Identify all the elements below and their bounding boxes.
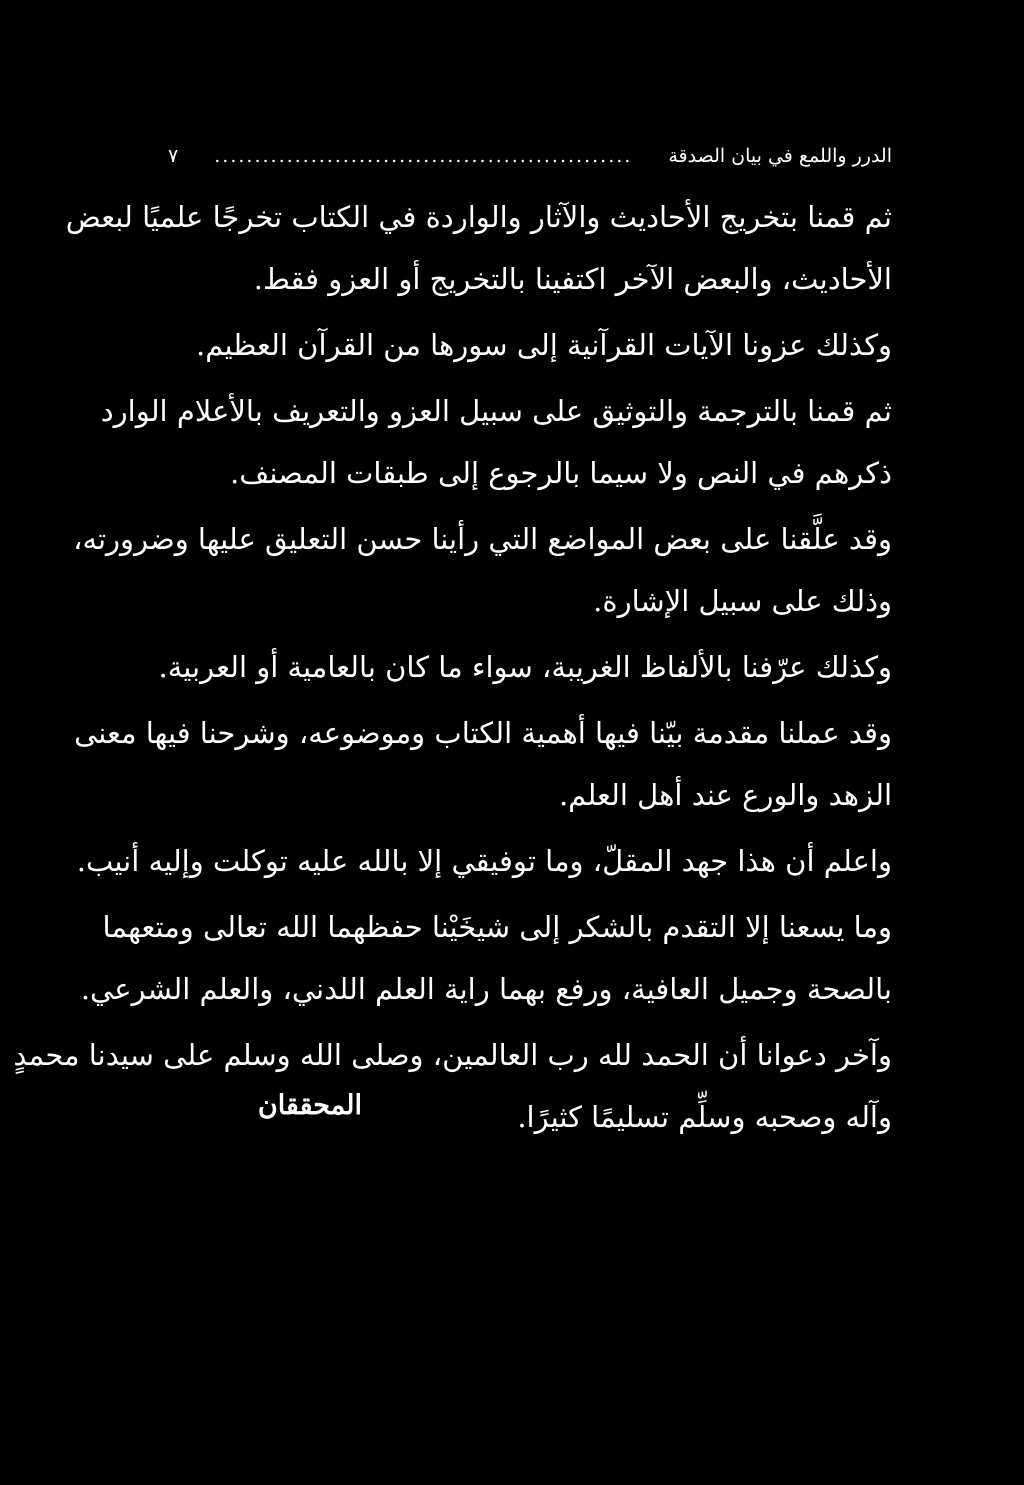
paragraph-line: وكذلك عرّفنا بالألفاظ الغريبة، سواء ما كان بالعامية أو العربية. — [158, 650, 892, 684]
paragraph-3 — [100, 380, 892, 504]
paragraph-7 — [76, 830, 892, 892]
paragraph-line: وذلك على سبيل الإشارة. — [593, 584, 892, 618]
page-number: ٧ — [168, 145, 179, 167]
header-dot-leader: .................................................... — [214, 145, 633, 167]
paragraph-line: ثم قمنا بتخريج الأحاديث والآثار والواردة في الكتاب تخرجًا علميًا لبعض — [65, 200, 892, 234]
header-title: الدرر واللمع في بيان الصدقة — [668, 145, 892, 167]
paragraph-line: وما يسعنا إلا التقدم بالشكر إلى شيخَيْنا حفظهما الله تعالى ومتعهما — [102, 910, 892, 944]
paragraph-line: ذكرهم في النص ولا سيما بالرجوع إلى طبقات المصنف. — [230, 456, 892, 490]
running-header — [168, 140, 892, 172]
paragraph-line: الأحاديث، والبعض الآخر اكتفينا بالتخريج أو العزو فقط. — [253, 262, 892, 296]
paragraph-line: الزهد والورع عند أهل العلم. — [558, 778, 892, 812]
paragraph-9 — [13, 1024, 892, 1148]
signature: المحققان — [257, 1090, 362, 1121]
paragraph-8 — [80, 896, 892, 1020]
paragraph-4 — [73, 508, 892, 632]
paragraph-line: واعلم أن هذا جهد المقلّ، وما توفيقي إلا بالله عليه توكلت وإليه أنيب. — [76, 844, 892, 878]
paragraph-5 — [148, 636, 892, 698]
paragraph-line: وآخر دعوانا أن الحمد لله رب العالمين، وصلى الله وسلم على سيدنا محمدٍ — [13, 1038, 892, 1072]
paragraph-line: وآله وصحبه وسلِّم تسليمًا كثيرًا. — [517, 1100, 892, 1134]
paragraph-line: وكذلك عزونا الآيات القرآنية إلى سورها من القرآن العظيم. — [195, 328, 892, 362]
paragraph-6 — [74, 702, 892, 826]
paragraph-2 — [148, 314, 892, 376]
paragraph-line: ثم قمنا بالترجمة والتوثيق على سبيل العزو والتعريف بالأعلام الوارد — [100, 394, 892, 428]
paragraph-line: وقد علَّقنا على بعض المواضع التي رأينا حسن التعليق عليها وضرورته، — [73, 522, 892, 556]
paragraph-1 — [65, 186, 892, 310]
paragraph-line: بالصحة وجميل العافية، ورفع بهما راية العلم اللدني، والعلم الشرعي. — [80, 972, 892, 1006]
body-text — [13, 186, 892, 1152]
paragraph-line: وقد عملنا مقدمة بيّنا فيها أهمية الكتاب وموضوعه، وشرحنا فيها معنى — [74, 716, 892, 750]
